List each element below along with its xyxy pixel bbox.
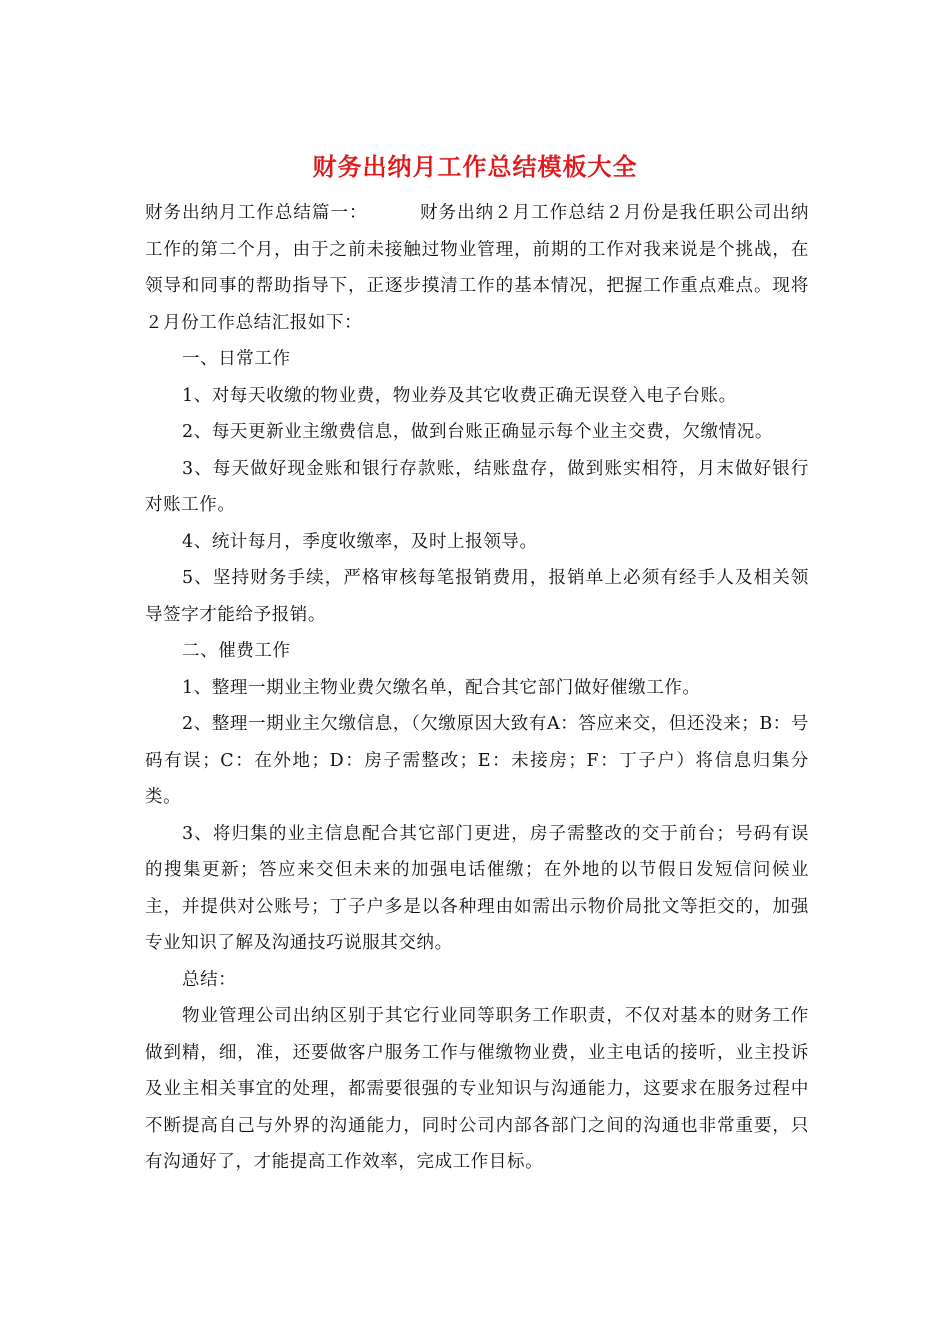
intro-label: 财务出纳月工作总结篇一： xyxy=(145,203,368,223)
daily-work-item-1: 1、对每天收缴的物业费，物业券及其它收费正确无误登入电子台账。 xyxy=(182,385,737,406)
summary-paragraph: 物业管理公司出纳区别于其它行业同等职务工作职责，不仅对基本的财务工作做到精，细，准，还要做客户服务工作与催缴物业费，业主电话的接听，业主投诉及业主相关事宜的处理，都需要很强的专业知识与沟通能力，这要求在服务过程中不断提高自己与外界的沟通能力，同时公司内部各部门之间的沟通也非常重要，只有沟通好了，才能提高工作效率，完成工作目标。 xyxy=(145,1006,809,1172)
daily-work-item-3: 3、每天做好现金账和银行存款账，结账盘存，做到账实相符，月末做好银行对账工作。 xyxy=(145,458,809,515)
daily-work-item-5: 5、坚持财务手续，严格审核每笔报销费用，报销单上必须有经手人及相关领导签字才能给予报销。 xyxy=(145,568,809,625)
intro-paragraph xyxy=(145,195,809,341)
section-heading-summary: 总结： xyxy=(182,969,237,990)
collection-work-item-1: 1、整理一期业主物业费欠缴名单，配合其它部门做好催缴工作。 xyxy=(182,677,701,698)
daily-work-item-2: 2、每天更新业主缴费信息，做到台账正确显示每个业主交费，欠缴情况。 xyxy=(182,422,773,442)
collection-work-item-2: 2、整理一期业主欠缴信息，（欠缴原因大致有A：答应来交，但还没来；B：号码有误；C：在外地；D：房子需整改；E：未接房；F：丁子户）将信息归集分类。 xyxy=(145,714,809,807)
daily-work-item-4: 4、统计每月，季度收缴率，及时上报领导。 xyxy=(182,531,538,552)
section-heading-daily-work: 一、日常工作 xyxy=(182,349,291,369)
document-title: 财务出纳月工作总结模板大全 xyxy=(312,152,638,181)
document-body xyxy=(145,195,809,1181)
intro-text: 财务出纳２月工作总结２月份是我任职公司出纳工作的第二个月，由于之前未接触过物业管理，前期的工作对我来说是个挑战，在领导和同事的帮助指导下，正逐步摸清工作的基本情况，把握工作重点难点。现将２月份工作总结汇报如下： xyxy=(145,203,809,333)
section-heading-collection-work: 二、催费工作 xyxy=(182,641,291,661)
collection-work-item-3: 3、将归集的业主信息配合其它部门更进，房子需整改的交于前台；号码有误的搜集更新；答应来交但未来的加强电话催缴；在外地的以节假日发短信问候业主，并提供对公账号；丁子户多是以各种理由如需出示物价局批文等拒交的，加强专业知识了解及沟通技巧说服其交纳。 xyxy=(145,823,809,953)
